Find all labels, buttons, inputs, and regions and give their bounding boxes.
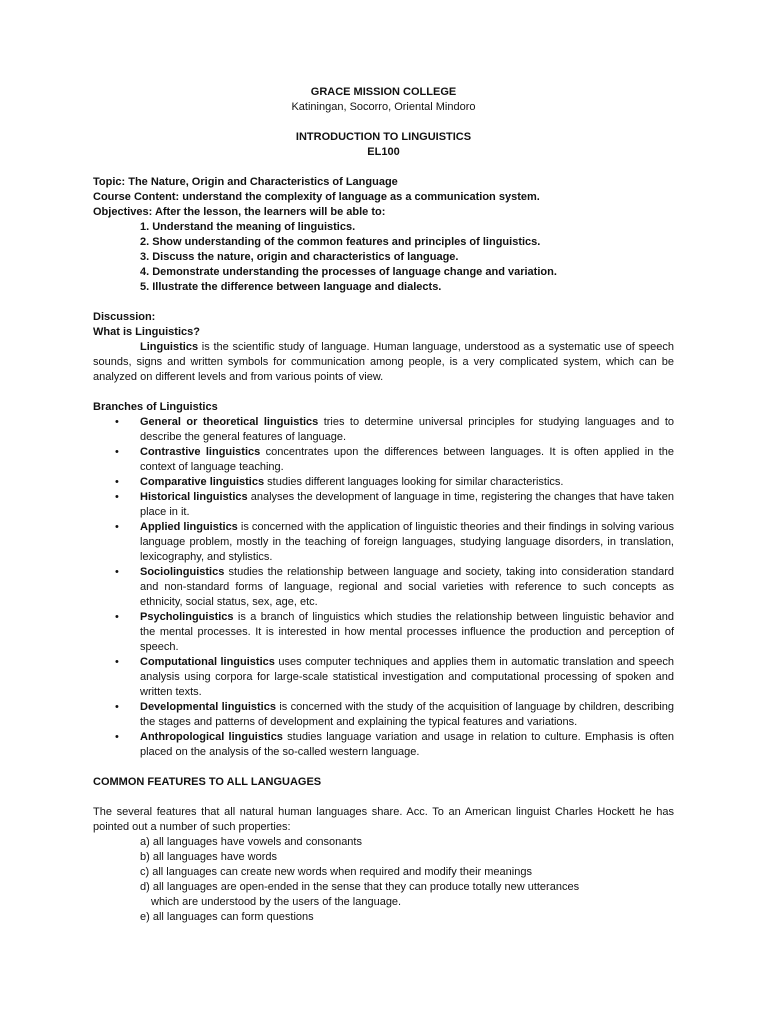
college-name: GRACE MISSION COLLEGE — [310, 86, 457, 98]
feature-item — [140, 880, 674, 910]
branch-term: Psycholinguistics — [140, 611, 234, 623]
branch-item — [93, 610, 674, 655]
features-intro: The several features that all natural human languages share. Acc. To an American linguist Charles Hockett he has pointed out a number of such properties: — [93, 806, 674, 833]
branch-item — [93, 475, 674, 490]
branch-text: analyses the development of language in time, registering the changes that have taken place in it. — [140, 491, 674, 518]
branch-term: Contrastive linguistics — [140, 446, 261, 458]
bullet-icon: • — [115, 491, 119, 503]
branch-item — [93, 565, 674, 610]
bullet-icon: • — [115, 566, 119, 578]
branch-term: General or theoretical linguistics — [140, 416, 319, 428]
bullet-icon: • — [115, 611, 119, 623]
bullet-icon: • — [115, 701, 119, 713]
objectives-intro: Objectives: After the lesson, the learners will be able to: — [93, 206, 386, 218]
discussion-question: What is Linguistics? — [93, 326, 200, 338]
objectives-list — [93, 220, 674, 295]
branches-heading: Branches of Linguistics — [93, 401, 218, 413]
feature-item: b) all languages have words — [140, 851, 277, 863]
objective-item: 2. Show understanding of the common features and principles of linguistics. — [140, 236, 541, 248]
definition-text: is the scientific study of language. Human language, understood as a systematic use of speech sounds, signs and written symbols for communication among people, is a very complicated system, which can be analyzed on different levels and from various points of view. — [93, 341, 674, 383]
document-page — [93, 85, 674, 925]
bullet-icon: • — [115, 416, 119, 428]
course-title: INTRODUCTION TO LINGUISTICS — [295, 131, 472, 143]
bullet-icon: • — [115, 731, 119, 743]
branch-term: Historical linguistics — [140, 491, 248, 503]
objective-item: 4. Demonstrate understanding the processes of language change and variation. — [140, 266, 557, 278]
bullet-icon: • — [115, 476, 119, 488]
features-heading: COMMON FEATURES TO ALL LANGUAGES — [93, 776, 322, 788]
branch-item — [93, 655, 674, 700]
topic-line: Topic: The Nature, Origin and Characteristics of Language — [93, 176, 398, 188]
objective-item: 5. Illustrate the difference between language and dialects. — [140, 281, 442, 293]
branch-item — [93, 415, 674, 445]
bullet-icon: • — [115, 656, 119, 668]
branch-term: Computational linguistics — [140, 656, 275, 668]
branch-item — [93, 445, 674, 475]
branch-item — [93, 520, 674, 565]
feature-item: c) all languages can create new words when required and modify their meanings — [140, 866, 532, 878]
branch-text: is concerned with the application of linguistic theories and their findings in solving various language problem, mostly in the teaching of foreign languages, studying language disorders, in translation, lexicography, and stylistics. — [140, 521, 674, 563]
branch-text: studies the relationship between language and society, taking into consideration standard and non-standard forms of language, regional and social varieties with reference to such concepts as ethnicity, social status, sex, age, etc. — [140, 566, 674, 608]
branch-term: Developmental linguistics — [140, 701, 276, 713]
branch-item — [93, 490, 674, 520]
feature-line: d) all languages are open-ended in the sense that they can produce totally new utterances — [140, 881, 580, 893]
branch-text: is a branch of linguistics which studies the relationship between linguistic behavior and the mental processes. It is interested in how mental processes influence the production and perception of speech. — [140, 611, 674, 653]
branch-text: studies different languages looking for similar characteristics. — [264, 476, 564, 488]
branch-text: concentrates upon the differences between languages. It is often applied in the context of language teaching. — [140, 446, 674, 473]
bullet-icon: • — [115, 521, 119, 533]
course-code: EL100 — [367, 146, 400, 158]
branch-term: Applied linguistics — [140, 521, 238, 533]
branch-item — [93, 700, 674, 730]
college-address: Katiningan, Socorro, Oriental Mindoro — [291, 101, 476, 113]
branches-list — [93, 415, 674, 760]
branch-term: Sociolinguistics — [140, 566, 225, 578]
feature-item: e) all languages can form questions — [140, 911, 314, 923]
branch-item — [93, 730, 674, 760]
objective-item: 1. Understand the meaning of linguistics. — [140, 221, 356, 233]
objective-item: 3. Discuss the nature, origin and characteristics of language. — [140, 251, 459, 263]
course-content-line: Course Content: understand the complexity of language as a communication system. — [93, 191, 540, 203]
definition-term: Linguistics — [140, 341, 199, 353]
bullet-icon: • — [115, 446, 119, 458]
branch-text: is concerned with the study of the acquisition of language by children, describing the stages and patterns of development and explaining the typical features and variations. — [140, 701, 675, 728]
discussion-label: Discussion: — [93, 311, 156, 323]
branch-term: Anthropological linguistics — [140, 731, 283, 743]
linguistics-definition — [93, 340, 674, 385]
branch-text: studies language variation and usage in relation to culture. Emphasis is often placed on the analysis of the so-called western language. — [140, 731, 674, 758]
branch-text: tries to determine universal principles for studying languages and to describe the general features of language. — [140, 416, 674, 443]
branch-term: Comparative linguistics — [140, 476, 265, 488]
features-list — [93, 835, 674, 925]
feature-item: a) all languages have vowels and consonants — [140, 836, 362, 848]
feature-continuation: which are understood by the users of the language. — [151, 896, 402, 908]
branch-text: uses computer techniques and applies them in automatic translation and speech analysis using corpora for large-scale statistical investigation and computational processing of spoken and written texts. — [140, 656, 675, 698]
